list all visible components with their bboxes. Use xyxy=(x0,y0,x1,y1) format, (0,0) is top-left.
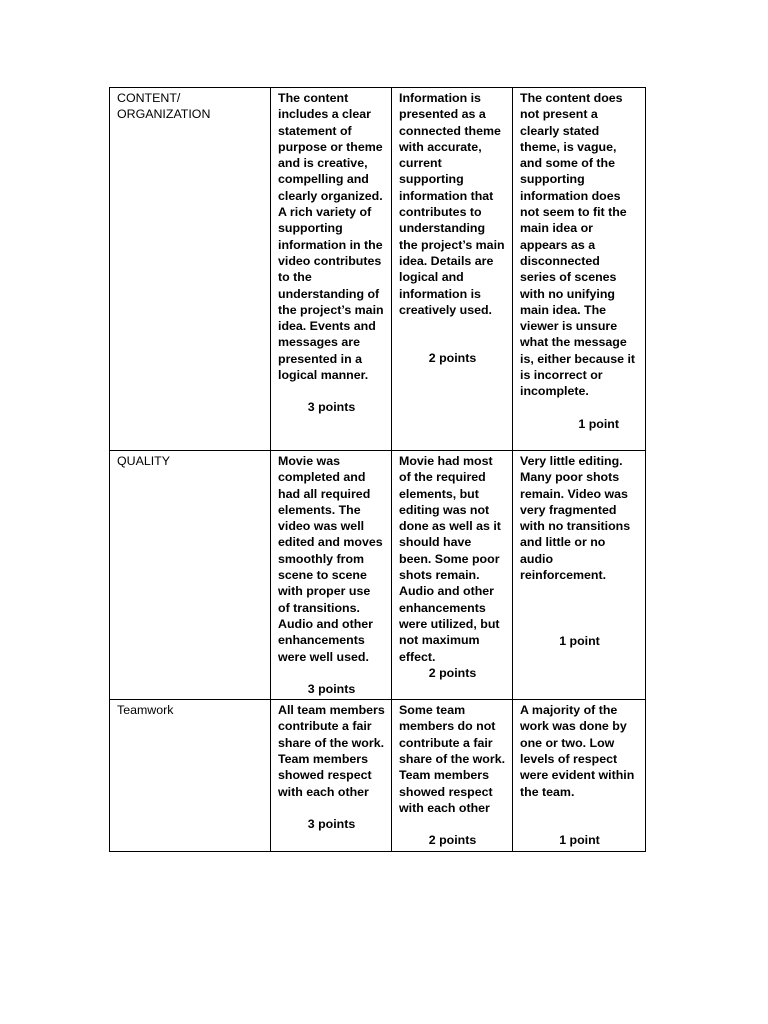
level-description: The content includes a clear statement of purpose or theme and is creative, compelling and clearly organized. A rich variety of supporting information in the video contributes to the understanding of the project’s main idea. Events and messages are presented in a logical manner. xyxy=(278,91,384,383)
level-points: 3 points xyxy=(307,400,356,415)
level-description: Movie had most of the required elements, but editing was not done as well as it should have been. Some poor shots remain. Audio and other enhancements were utilized, but not maximum effect. xyxy=(399,454,501,664)
level-cell xyxy=(271,451,392,700)
level-cell xyxy=(392,451,513,700)
level-cell xyxy=(513,700,646,851)
level-cell xyxy=(271,700,392,851)
level-points: 2 points xyxy=(428,665,477,680)
level-description: Some team members do not contribute a fair share of the work. Team members showed respect with each other xyxy=(399,703,506,815)
criterion-cell xyxy=(110,88,271,451)
level-description: Information is presented as a connected theme with accurate, current supporting information that contributes to understanding the project’s main idea. Details are logical and information is creatively used. xyxy=(399,91,505,317)
level-cell xyxy=(513,451,646,700)
rubric-table xyxy=(109,87,646,852)
level-description: Movie was completed and had all required elements. The video was well edited and moves smoothly from scene to scene with proper use of transitions. Audio and other enhancements were well used. xyxy=(278,454,383,664)
level-description: A majority of the work was done by one or two. Low levels of respect were evident within the team. xyxy=(520,703,635,799)
level-cell xyxy=(392,700,513,851)
level-cell xyxy=(392,88,513,451)
level-cell xyxy=(271,88,392,451)
level-cell xyxy=(513,88,646,451)
criterion-label: CONTENT/ ORGANIZATION xyxy=(117,91,211,122)
level-points: 2 points xyxy=(428,833,477,848)
level-points: 2 points xyxy=(428,351,477,366)
level-points: 3 points xyxy=(307,816,356,831)
level-points: 1 point xyxy=(559,832,600,847)
level-description: The content does not present a clearly stated theme, is vague, and some of the supporting information does not seem to fit the main idea or appears as a disconnected series of scenes with no unifying main idea. The viewer is unsure what the message is, either because it is incorrect or incomplete. xyxy=(520,91,636,399)
level-description: All team members contribute a fair share of the work. Team members showed respect with each other xyxy=(278,703,385,799)
level-points: 1 point xyxy=(559,634,600,649)
criterion-cell xyxy=(110,451,271,700)
level-points: 1 point xyxy=(578,416,619,431)
table-row xyxy=(110,88,646,451)
criterion-cell xyxy=(110,700,271,851)
table-row xyxy=(110,700,646,851)
criterion-label: Teamwork xyxy=(117,703,174,718)
table-row xyxy=(110,451,646,700)
level-points: 3 points xyxy=(307,681,356,696)
criterion-label: QUALITY xyxy=(117,454,171,468)
level-description: Very little editing. Many poor shots remain. Video was very fragmented with no transitions and little or no audio reinforcement. xyxy=(520,454,631,583)
